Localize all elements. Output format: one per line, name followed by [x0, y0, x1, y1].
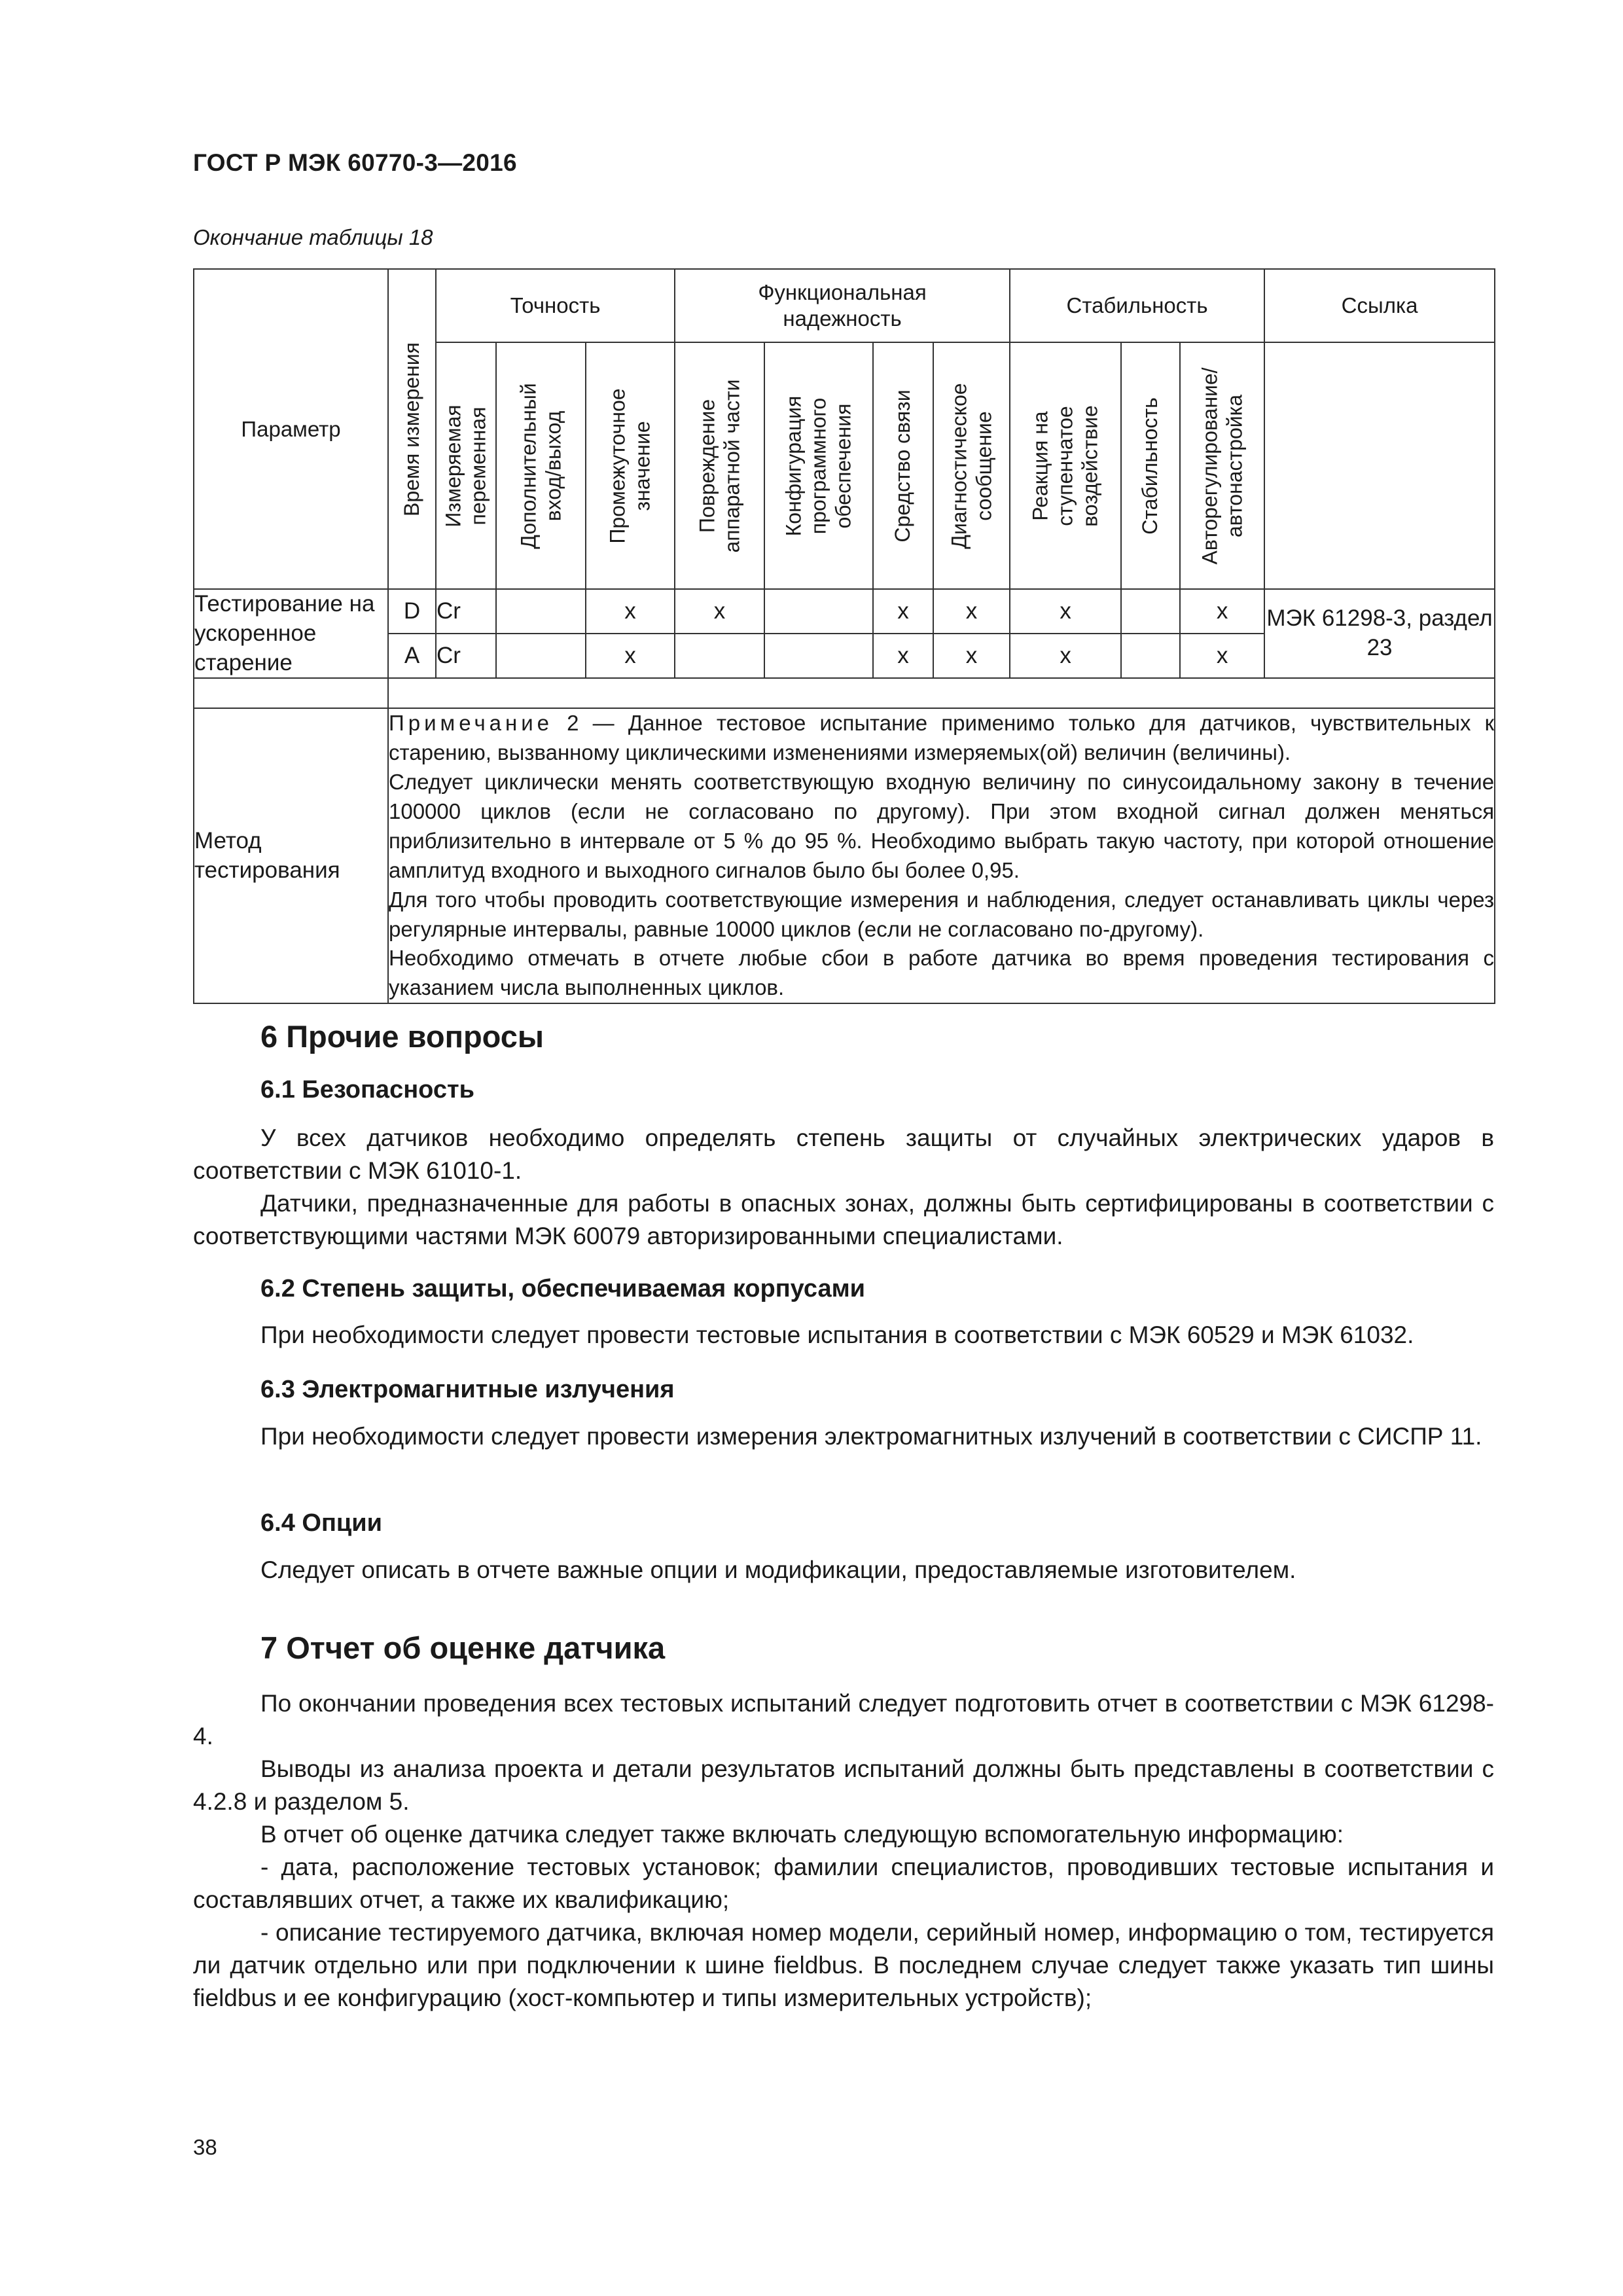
cell-c2 — [496, 589, 586, 634]
group-accuracy: Точность — [436, 269, 675, 342]
paragraph: При необходимости следует провести измерения электромагнитных излучений в соответствии с СИСПР 11. — [260, 1423, 1482, 1450]
col-software-config: Конфигурация программного обеспечения — [764, 342, 873, 589]
cell-c5 — [764, 589, 873, 634]
group-reference: Ссылка — [1264, 269, 1495, 342]
spacer-cell — [194, 678, 388, 708]
method-paragraph: Для того чтобы проводить соответствующие измерения и наблюдения, следует останавливать циклы через регулярные интервалы, равные 10000 циклов (если не согласовано по-другому). — [389, 887, 1495, 941]
param-column-header: Параметр — [194, 269, 388, 589]
cell-c4 — [675, 634, 764, 678]
subsection-6-4-title: 6.4 Опции — [260, 1509, 382, 1537]
cell-time: D — [388, 589, 436, 634]
subsection-6-1-title: 6.1 Безопасность — [260, 1076, 474, 1103]
paragraph: Выводы из анализа проекта и детали результатов испытаний должны быть представлены в соответствии с 4.2.8 и разделом 5. — [193, 1755, 1494, 1815]
cell-reference: МЭК 61298-3, раздел 23 — [1264, 589, 1495, 678]
cell-c7: x — [933, 634, 1010, 678]
col-step-response: Реакция на ступенчатое воздействие — [1010, 342, 1121, 589]
parameters-table — [193, 268, 1495, 1004]
method-paragraph: Необходимо отмечать в отчете любые сбои в работе датчика во время проведения тестирования с указанием числа выполненных циклов. — [389, 946, 1495, 1000]
cell-c8: x — [1010, 589, 1121, 634]
cell-c6: x — [873, 634, 933, 678]
table-row — [194, 589, 1495, 634]
row-param-aging-test: Тестирование на ускоренное старение — [194, 589, 388, 678]
measure-time-header: Время измерения — [388, 269, 436, 589]
method-label: Метод тестирования — [194, 708, 388, 1003]
method-description — [388, 708, 1495, 1003]
cell-c1: Cr — [436, 589, 496, 634]
cell-c8: x — [1010, 634, 1121, 678]
cell-c7: x — [933, 589, 1010, 634]
cell-c1: Cr — [436, 634, 496, 678]
note-text: 2 — Данное тестовое испытание применимо только для датчиков, чувствительных к старению, вызванному циклическими изменениями измеряемых(ой) величин (величины). — [389, 711, 1495, 765]
spacer-cell — [388, 678, 1495, 708]
paragraph: Датчики, предназначенные для работы в опасных зонах, должны быть сертифицированы в соответствии с соответствующими частями МЭК 60079 авторизированными специалистами. — [193, 1190, 1494, 1249]
col-diagnostic-message: Диагностическое сообщение — [933, 342, 1010, 589]
group-stability: Стабильность — [1010, 269, 1264, 342]
cell-c3: x — [586, 589, 675, 634]
paragraph: Следует описать в отчете важные опции и модификации, предоставляемые изготовителем. — [260, 1556, 1296, 1583]
section-6-title: 6 Прочие вопросы — [260, 1019, 544, 1054]
col-stability: Стабильность — [1121, 342, 1180, 589]
col-hardware-damage: Повреждение аппаратной части — [675, 342, 764, 589]
method-paragraph: Следует циклически менять соответствующую входную величину по синусоидальному закону в течение 100000 циклов (если не согласовано по другому). При этом входной сигнал должен меняться приблизительно в интервале от 5 % до 95 %. Необходимо выбрать такую частоту, при которой отношение амплитуд входного и выходного сигналов было бы более 0,95. — [389, 770, 1495, 882]
table-caption: Окончание таблицы 18 — [193, 225, 433, 249]
col-communication: Средство связи — [873, 342, 933, 589]
col-intermediate-value: Промежуточное значение — [586, 342, 675, 589]
cell-c10: x — [1180, 634, 1264, 678]
group-reliability: Функциональная надежность — [675, 269, 1010, 342]
col-reference-empty — [1264, 342, 1495, 589]
paragraph: При необходимости следует провести тестовые испытания в соответствии с МЭК 60529 и МЭК 61032. — [260, 1321, 1414, 1348]
note-label: Примечание — [389, 711, 554, 736]
cell-time: A — [388, 634, 436, 678]
list-item: - описание тестируемого датчика, включая номер модели, серийный номер, информацию о том, тестируется ли датчик отдельно или при подключении к шине fieldbus. В последнем случае следует также указать тип шины fieldbus и ее конфигурацию (хост-компьютер и типы измерительных устройств); — [193, 1919, 1494, 2011]
cell-c9 — [1121, 589, 1180, 634]
cell-c3: x — [586, 634, 675, 678]
cell-c9 — [1121, 634, 1180, 678]
col-measured-variable: Измеряемая переменная — [436, 342, 496, 589]
cell-c2 — [496, 634, 586, 678]
col-autotuning: Авторегулирование/ автонастройка — [1180, 342, 1264, 589]
col-additional-io: Дополнительный вход/выход — [496, 342, 586, 589]
cell-c6: x — [873, 589, 933, 634]
paragraph: У всех датчиков необходимо определять степень защиты от случайных электрических ударов в соответствии с МЭК 61010-1. — [193, 1124, 1494, 1184]
subsection-6-2-title: 6.2 Степень защиты, обеспечиваемая корпусами — [260, 1275, 866, 1302]
list-item: - дата, расположение тестовых установок; фамилии специалистов, проводивших тестовые испытания и составлявших отчет, а также их квалификацию; — [193, 1854, 1494, 1913]
subsection-6-3-title: 6.3 Электромагнитные излучения — [260, 1376, 675, 1403]
cell-c10: x — [1180, 589, 1264, 634]
cell-c5 — [764, 634, 873, 678]
section-7-title: 7 Отчет об оценке датчика — [260, 1630, 666, 1665]
cell-c4: x — [675, 589, 764, 634]
document-header: ГОСТ Р МЭК 60770-3—2016 — [193, 149, 517, 176]
paragraph: По окончании проведения всех тестовых испытаний следует подготовить отчет в соответствии с МЭК 61298-4. — [193, 1690, 1494, 1749]
page-number: 38 — [193, 2135, 217, 2159]
paragraph: В отчет об оценке датчика следует также включать следующую вспомогательную информацию: — [260, 1821, 1344, 1848]
